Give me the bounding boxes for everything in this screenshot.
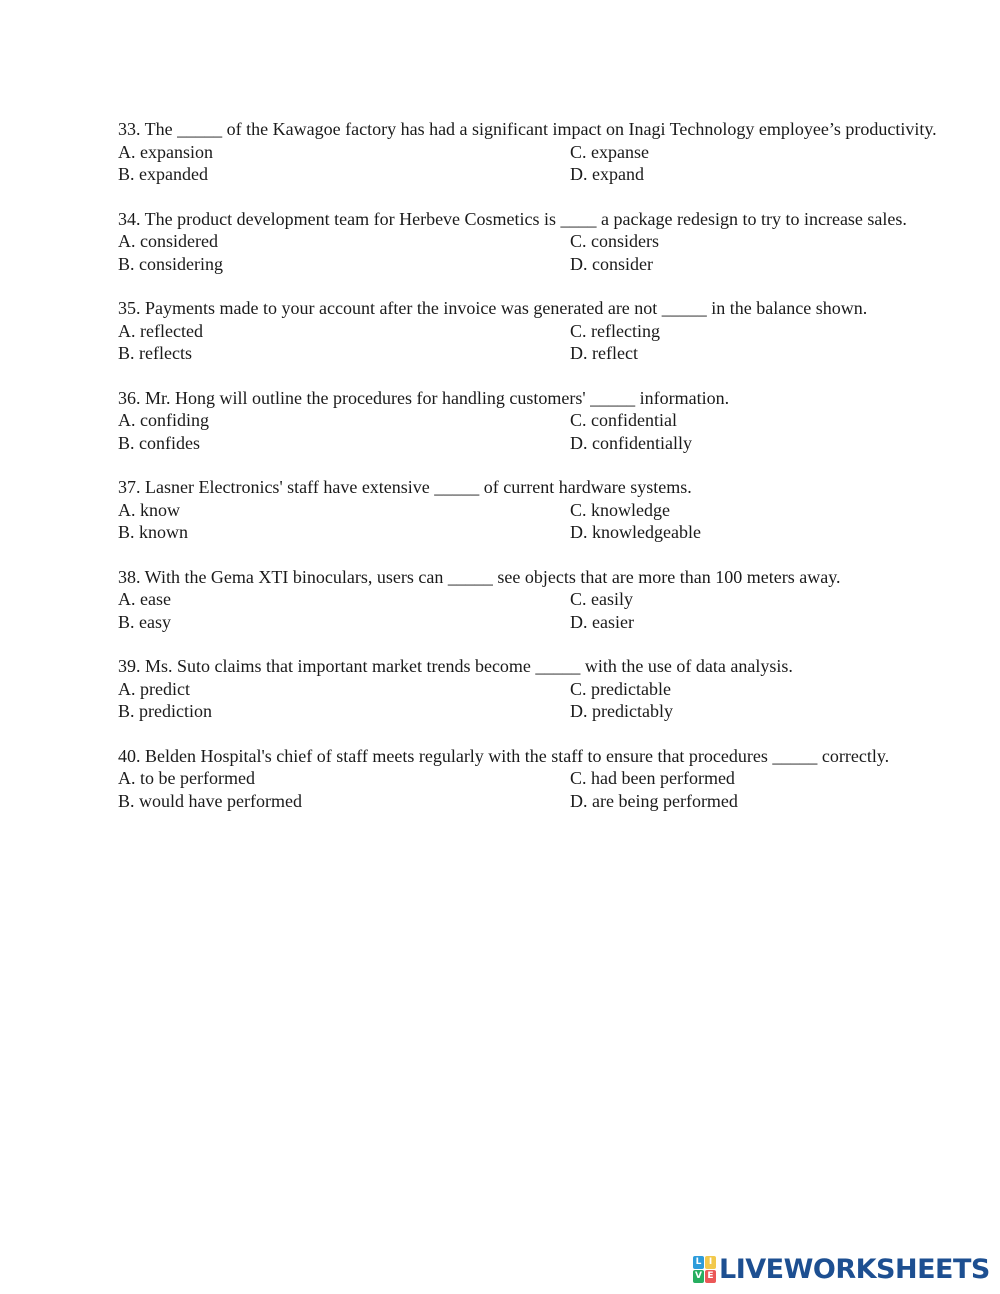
option-a[interactable]: A. ease [118, 589, 171, 609]
liveworksheets-logo-icon [693, 1256, 715, 1282]
question-stem: 34. The product development team for Herbeve Cosmetics is ____ a package redesign to try to increase sales. [118, 208, 907, 229]
option-d[interactable]: D. confidentially [570, 432, 692, 453]
question-stem: 35. Payments made to your account after the invoice was generated are not _____ in the balance shown. [118, 298, 868, 318]
option-d[interactable]: D. predictably [570, 701, 673, 721]
option-b[interactable]: B. would have performed [118, 790, 302, 811]
option-a[interactable]: A. confiding [118, 410, 209, 430]
question-stem: 33. The _____ of the Kawagoe factory has had a significant impact on Inagi Technology employee’s productivity. [118, 119, 937, 139]
option-d[interactable]: D. are being performed [570, 790, 738, 811]
option-d[interactable]: D. expand [570, 164, 644, 184]
answer-options [118, 409, 968, 454]
question-37 [118, 476, 968, 544]
question-stem: 36. Mr. Hong will outline the procedures for handling customers' _____ information. [118, 387, 730, 408]
logo-tile-l: L [693, 1256, 704, 1269]
option-c[interactable]: C. expanse [570, 141, 649, 162]
question-40 [118, 745, 968, 813]
question-stem: 37. Lasner Electronics' staff have extensive _____ of current hardware systems. [118, 477, 692, 497]
option-a[interactable]: A. know [118, 499, 180, 520]
question-stem: 39. Ms. Suto claims that important market trends become _____ with the use of data analysis. [118, 656, 793, 676]
option-a[interactable]: A. reflected [118, 320, 203, 341]
question-39 [118, 655, 968, 723]
answer-options [118, 588, 968, 633]
option-a[interactable]: A. expansion [118, 141, 213, 162]
brand-name: LIVEWORKSHEETS [719, 1253, 990, 1285]
option-d[interactable]: D. knowledgeable [570, 522, 701, 542]
option-b[interactable]: B. reflects [118, 343, 192, 363]
option-b[interactable]: B. considering [118, 253, 223, 274]
liveworksheets-logo [693, 1254, 990, 1284]
option-b[interactable]: B. known [118, 522, 189, 542]
question-stem: 38. With the Gema XTI binoculars, users can _____ see objects that are more than 100 meters away. [118, 566, 841, 587]
answer-options [118, 499, 968, 544]
option-d[interactable]: D. consider [570, 253, 653, 274]
option-a[interactable]: A. considered [118, 231, 218, 251]
option-c[interactable]: C. considers [570, 231, 659, 251]
question-34 [118, 208, 968, 276]
worksheet [118, 118, 968, 834]
answer-options [118, 141, 968, 186]
answer-options [118, 320, 968, 365]
option-c[interactable]: C. easily [570, 589, 633, 609]
question-35 [118, 297, 968, 365]
question-38 [118, 566, 968, 634]
question-stem: 40. Belden Hospital's chief of staff meets regularly with the staff to ensure that procedures _____ correctly. [118, 745, 890, 766]
option-c[interactable]: C. knowledge [570, 499, 670, 520]
option-b[interactable]: B. prediction [118, 701, 212, 721]
option-d[interactable]: D. reflect [570, 343, 638, 363]
option-b[interactable]: B. expanded [118, 164, 208, 184]
answer-options [118, 678, 968, 723]
logo-tile-i: I [705, 1256, 716, 1269]
option-a[interactable]: A. predict [118, 678, 190, 699]
option-a[interactable]: A. to be performed [118, 768, 255, 788]
option-c[interactable]: C. confidential [570, 410, 677, 430]
option-c[interactable]: C. had been performed [570, 768, 735, 788]
option-c[interactable]: C. predictable [570, 678, 671, 699]
logo-tile-e: E [705, 1270, 716, 1283]
answer-options [118, 230, 968, 275]
option-b[interactable]: B. confides [118, 432, 200, 453]
answer-options [118, 767, 968, 812]
question-33 [118, 118, 968, 186]
question-36 [118, 387, 968, 455]
option-c[interactable]: C. reflecting [570, 320, 660, 341]
option-d[interactable]: D. easier [570, 611, 634, 632]
option-b[interactable]: B. easy [118, 611, 171, 632]
logo-tile-v: V [693, 1270, 704, 1283]
